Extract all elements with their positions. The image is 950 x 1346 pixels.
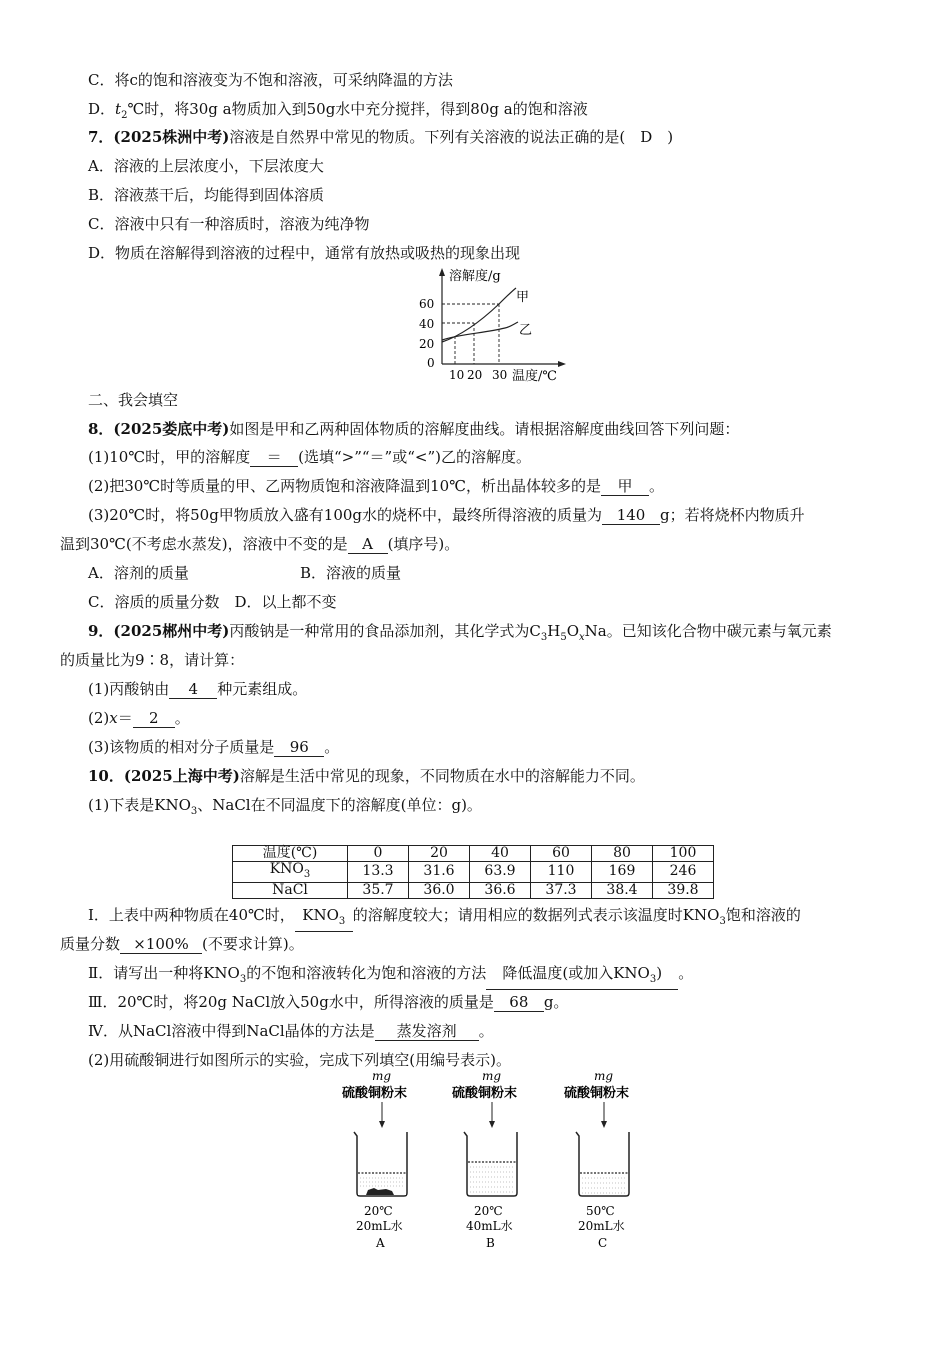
q8-p1-text: (1)10℃时，甲的溶解度 bbox=[88, 448, 251, 466]
table-cell: 0 bbox=[348, 846, 409, 862]
table-cell bbox=[233, 862, 348, 883]
q10-iii bbox=[88, 992, 568, 1012]
x-axis-label: 温度/℃ bbox=[512, 369, 557, 384]
beaker-a-mass: mg bbox=[372, 1069, 392, 1083]
q8-p2-answer: 甲 bbox=[601, 477, 649, 496]
q7-option-b: B．溶液蒸干后，均能得到固体溶质 bbox=[88, 186, 325, 204]
q9-stem-line2: 的质量比为9∶8，请计算： bbox=[60, 651, 245, 669]
q10-iv bbox=[88, 1021, 494, 1041]
q8-part3 bbox=[88, 505, 805, 525]
q8-p3b-text: 温到30℃(不考虑水蒸发)，溶液中不变的是 bbox=[60, 535, 348, 553]
x-tick-20: 20 bbox=[467, 368, 483, 382]
q9-p2-equals: ＝ bbox=[117, 709, 133, 727]
beaker-c bbox=[564, 1069, 629, 1250]
table-cell: 169 bbox=[592, 862, 653, 883]
q9-stem-tail: Na。已知该化合物中碳元素与氧元素 bbox=[584, 622, 832, 640]
beaker-b-id: B bbox=[486, 1236, 495, 1250]
kno3-sub: 3 bbox=[303, 868, 311, 880]
q10-i-mid-sub: 3 bbox=[719, 916, 726, 927]
table-cell: 40 bbox=[470, 846, 531, 862]
beaker-c-water: 20mL水 bbox=[578, 1219, 625, 1233]
q10-p1-sub: 3 bbox=[190, 806, 198, 817]
q10-p1-tail: 、NaCl在不同温度下的溶解度(单位：g)。 bbox=[197, 796, 482, 814]
question-9 bbox=[88, 621, 832, 648]
table-cell: NaCl bbox=[233, 882, 348, 898]
q10-part1 bbox=[88, 795, 482, 822]
beaker-a-powder: 硫酸铜粉末 bbox=[342, 1086, 408, 1101]
q8-part3-cont bbox=[60, 534, 459, 554]
table-cell: 246 bbox=[653, 862, 714, 883]
curve-jia bbox=[442, 288, 516, 342]
y-axis-label: 溶解度/g bbox=[449, 269, 501, 284]
option-d-text: ℃时，将30g a物质加入到50g水中充分搅拌，得到80g a的饱和溶液 bbox=[127, 100, 588, 118]
q10-ii-sub: 3 bbox=[239, 974, 247, 985]
solubility-table bbox=[232, 845, 714, 899]
temp-symbol: t bbox=[115, 100, 122, 118]
q10-i2-tail: (不要求计算)。 bbox=[202, 935, 304, 953]
q8-p3-answer: 140 bbox=[602, 506, 660, 525]
label-yi: 乙 bbox=[519, 323, 533, 338]
q10-ii bbox=[88, 963, 693, 990]
q9-p3-text: (3)该物质的相对分子质量是 bbox=[88, 738, 275, 756]
formula-o: O bbox=[566, 622, 580, 640]
beaker-a-temp: 20℃ bbox=[364, 1204, 393, 1218]
formula-sub-o: x bbox=[579, 632, 585, 643]
beaker-c-temp: 50℃ bbox=[586, 1204, 615, 1218]
q7-option-a: A．溶液的上层浓度小，下层浓度大 bbox=[88, 157, 324, 175]
table-cell: 36.6 bbox=[470, 882, 531, 898]
q10-i bbox=[88, 905, 801, 932]
q7-stem: 溶液是自然界中常见的物质。下列有关溶液的说法正确的是( D ) bbox=[229, 128, 674, 146]
q10-i-cont bbox=[60, 934, 304, 954]
q10-p1-text: (1)下表是KNO bbox=[88, 796, 191, 814]
formula-sub-h: 5 bbox=[560, 632, 567, 643]
label-jia: 甲 bbox=[516, 290, 530, 305]
table-cell: 36.0 bbox=[409, 882, 470, 898]
table-cell: 温度(℃) bbox=[233, 846, 348, 862]
q9-p1-tail: 种元素组成。 bbox=[217, 680, 308, 698]
q9-p2-answer: 2 bbox=[133, 709, 175, 728]
table-cell: 63.9 bbox=[470, 862, 531, 883]
q9-p2-variable: x bbox=[109, 709, 118, 727]
option-d-prefix: D． bbox=[88, 100, 116, 118]
table-cell: 31.6 bbox=[409, 862, 470, 883]
table-cell: 39.8 bbox=[653, 882, 714, 898]
table-row bbox=[233, 862, 714, 883]
beaker-b-temp: 20℃ bbox=[474, 1204, 503, 1218]
q9-number: 9．(2025郴州中考) bbox=[88, 622, 230, 640]
q8-p3b-tail: (填序号)。 bbox=[387, 535, 460, 553]
option-d-line bbox=[88, 99, 588, 126]
q10-ii-mid: 的不饱和溶液转化为饱和溶液的方法 bbox=[246, 964, 487, 982]
beaker-c-mass: mg bbox=[594, 1069, 614, 1083]
q10-ii-answer-text: 降低温度(或加入KNO bbox=[502, 964, 650, 982]
temp-subscript: 2 bbox=[121, 110, 128, 121]
q8-p1-answer: ＝ bbox=[250, 448, 298, 467]
q10-i2-answer: ×100% bbox=[120, 935, 202, 954]
q8-p2-text: (2)把30℃时等质量的甲、乙两物质饱和溶液降温到10℃，析出晶体较多的是 bbox=[88, 477, 601, 495]
formula-sub-c: 3 bbox=[540, 632, 548, 643]
kno3-label: KNO bbox=[269, 861, 304, 877]
q9-p3-tail: 。 bbox=[324, 738, 340, 756]
q8-part1 bbox=[88, 447, 531, 467]
question-8 bbox=[88, 419, 739, 439]
q10-i-tail: 饱和溶液的 bbox=[725, 906, 801, 924]
q10-stem: 溶解是生活中常见的现象，不同物质在水中的溶解能力不同。 bbox=[239, 767, 645, 785]
section-2-title: 二、我会填空 bbox=[88, 391, 179, 409]
q10-ii-tail: 。 bbox=[678, 964, 694, 982]
beaker-c-powder: 硫酸铜粉末 bbox=[564, 1086, 630, 1101]
beaker-b-water: 40mL水 bbox=[466, 1219, 513, 1233]
beaker-experiment-figure bbox=[330, 1068, 660, 1253]
q10-ii-text: Ⅱ．请写出一种将KNO bbox=[88, 964, 240, 982]
q9-p3-answer: 96 bbox=[274, 738, 324, 757]
y-tick-60: 60 bbox=[419, 297, 435, 311]
q10-iv-text: Ⅳ．从NaCl溶液中得到NaCl晶体的方法是 bbox=[88, 1022, 375, 1040]
beaker-a-id: A bbox=[376, 1236, 385, 1250]
q10-i-answer-text: KNO bbox=[302, 906, 339, 924]
q7-option-c: C．溶液中只有一种溶质时，溶液为纯净物 bbox=[88, 215, 370, 233]
table-row bbox=[233, 846, 714, 862]
beaker-a bbox=[342, 1069, 407, 1250]
table-cell: 20 bbox=[409, 846, 470, 862]
table-cell: 35.7 bbox=[348, 882, 409, 898]
beaker-b-mass: mg bbox=[482, 1069, 502, 1083]
q9-part1 bbox=[88, 679, 307, 699]
table-cell: 80 bbox=[592, 846, 653, 862]
q10-iii-tail: g。 bbox=[543, 993, 569, 1011]
q10-number: 10．(2025上海中考) bbox=[88, 767, 240, 785]
q8-p3-tail: g；若将烧杯内物质升 bbox=[660, 506, 805, 524]
q10-ii-answer bbox=[486, 964, 678, 990]
q7-number: 7．(2025株洲中考) bbox=[88, 128, 230, 146]
q10-iv-tail: 。 bbox=[478, 1022, 494, 1040]
q8-p2-tail: 。 bbox=[648, 477, 664, 495]
q10-iii-text: Ⅲ．20℃时，将20g NaCl放入50g水中，所得溶液的质量是 bbox=[88, 993, 494, 1011]
q8-p3-text: (3)20℃时，将50g甲物质放入盛有100g水的烧杯中，最终所得溶液的质量为 bbox=[88, 506, 603, 524]
q9-p1-text: (1)丙酸钠由 bbox=[88, 680, 170, 698]
y-tick-0: 0 bbox=[427, 356, 435, 370]
y-tick-40: 40 bbox=[419, 317, 435, 331]
q7-option-d: D．物质在溶解得到溶液的过程中，通常有放热或吸热的现象出现 bbox=[88, 244, 521, 262]
option-c-line: C．将c的饱和溶液变为不饱和溶液，可采纳降温的方法 bbox=[88, 71, 453, 89]
q10-ii-answer-sub: 3 bbox=[649, 974, 657, 985]
q9-p1-answer: 4 bbox=[169, 680, 217, 699]
table-cell: 110 bbox=[531, 862, 592, 883]
question-10 bbox=[88, 766, 645, 786]
beaker-b-powder: 硫酸铜粉末 bbox=[452, 1086, 518, 1101]
q10-i-mid: 的溶解度较大；请用相应的数据列式表示该温度时KNO bbox=[352, 906, 720, 924]
table-cell: 38.4 bbox=[592, 882, 653, 898]
q10-iii-answer: 68 bbox=[494, 993, 544, 1012]
q10-i-answer bbox=[295, 906, 353, 932]
q9-stem: 丙酸钠是一种常用的食品添加剂，其化学式为C bbox=[229, 622, 541, 640]
beaker-a-water: 20mL水 bbox=[356, 1219, 403, 1233]
q8-stem: 如图是甲和乙两种固体物质的溶解度曲线。请根据溶解度曲线回答下列问题： bbox=[229, 420, 740, 438]
q9-part2 bbox=[88, 708, 190, 728]
beaker-b bbox=[452, 1069, 517, 1250]
solubility-curve-graph bbox=[415, 264, 575, 386]
q8-option-b: B．溶液的质量 bbox=[300, 564, 402, 582]
q9-p2-tail: 。 bbox=[174, 709, 190, 727]
curve-yi bbox=[442, 322, 518, 340]
question-7 bbox=[88, 127, 673, 147]
q10-ii-answer-end: ) bbox=[656, 964, 663, 982]
table-cell: 100 bbox=[653, 846, 714, 862]
formula-h: H bbox=[547, 622, 561, 640]
q9-part3 bbox=[88, 737, 339, 757]
q10-iv-answer: 蒸发溶剂 bbox=[375, 1022, 479, 1041]
q10-part2: (2)用硫酸铜进行如图所示的实验，完成下列填空(用编号表示)。 bbox=[88, 1051, 511, 1069]
q8-p3b-answer: A bbox=[348, 535, 388, 554]
table-cell: 60 bbox=[531, 846, 592, 862]
q10-i2-text: 质量分数 bbox=[60, 935, 121, 953]
q9-p2-text: (2) bbox=[88, 709, 110, 727]
q8-p1-tail: (选填“>”“＝”或“<”)乙的溶解度。 bbox=[298, 448, 531, 466]
q8-number: 8．(2025娄底中考) bbox=[88, 420, 230, 438]
q10-i-text: Ⅰ．上表中两种物质在40℃时， bbox=[88, 906, 295, 924]
q10-i-answer-sub: 3 bbox=[338, 916, 346, 927]
beaker-c-id: C bbox=[598, 1236, 608, 1250]
x-tick-30: 30 bbox=[492, 368, 508, 382]
table-cell: 13.3 bbox=[348, 862, 409, 883]
q8-option-cd: C．溶质的质量分数 D．以上都不变 bbox=[88, 593, 337, 611]
y-tick-20: 20 bbox=[419, 337, 435, 351]
table-cell: 37.3 bbox=[531, 882, 592, 898]
q8-part2 bbox=[88, 476, 664, 496]
table-row bbox=[233, 882, 714, 898]
x-tick-10: 10 bbox=[449, 368, 465, 382]
q8-option-a: A．溶剂的质量 bbox=[88, 564, 189, 582]
